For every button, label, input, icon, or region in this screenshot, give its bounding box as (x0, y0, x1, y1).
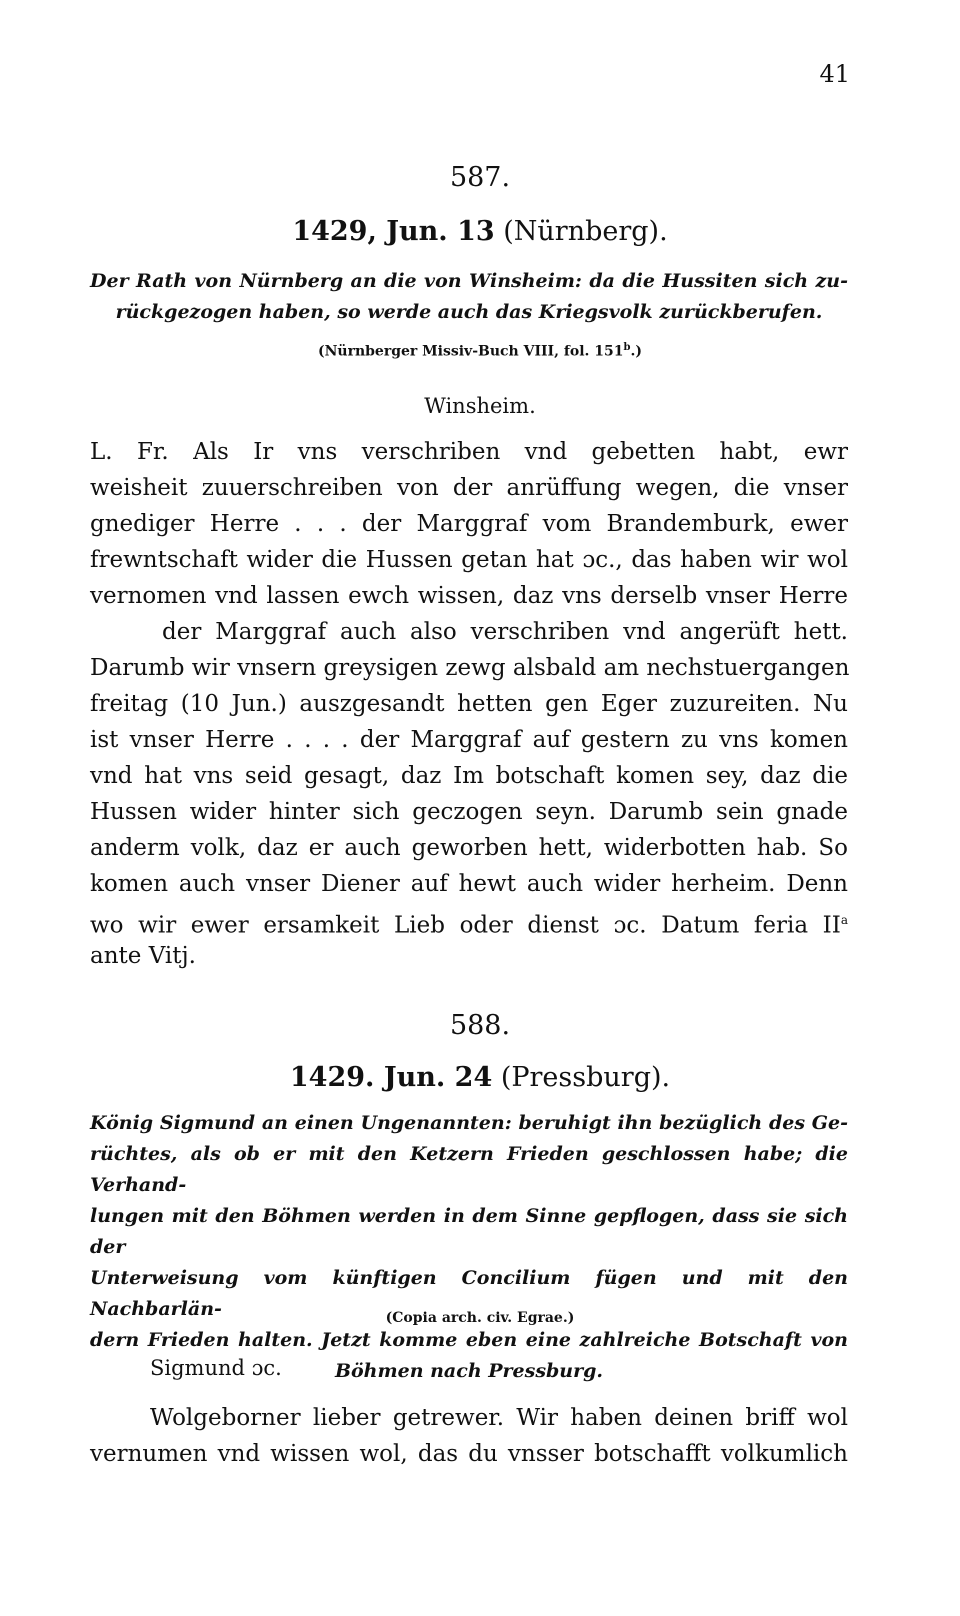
body-587-line-3: gnediger Herre . . . der Marggraf vom Brandemburk, ewer (90, 511, 848, 537)
source-587-sup: b (623, 342, 631, 353)
document-number-588: 588. (449, 1010, 511, 1041)
summary-588-line-2: rüchtes, als ob er mit den Ketzern Frieden geschlossen habe; die Verhand- (90, 1143, 848, 1196)
address-588: Sigmund ɔc. (150, 1356, 282, 1380)
body-587-line-10: vnd hat vns seid gesagt, daz Im botschaft komen sey, daz die (90, 763, 848, 789)
body-588-line-1: Wolgeborner lieber getrewer. Wir haben deinen briff wol (150, 1405, 848, 1431)
body-587-line-12: anderm volk, daz er auch geworben hett, widerbotten hab. So (90, 835, 848, 861)
body-587-line-14 (90, 902, 848, 938)
summary-587 (90, 266, 848, 328)
date-bold-588: 1429. Jun. 24 (289, 1062, 493, 1093)
date-place-587: (Nürnberg). (494, 216, 668, 247)
body-587-line-11: Hussen wider hinter sich geczogen seyn. Darumb sein gnade (90, 799, 848, 825)
page-number: 41 (819, 60, 850, 88)
body-587-line-1: L. Fr. Als Ir vns verschriben vnd gebetten habt, ewr (90, 439, 848, 465)
source-note-587 (0, 342, 960, 360)
body-587-line-6: der Marggraf auch also verschriben vnd angerüft hett. (162, 619, 848, 645)
summary-588-line-4: Unterweisung vom künftigen Concilium fügen und mit den Nachbarlän- (90, 1267, 848, 1320)
summary-588 (90, 1108, 848, 1387)
body-587-line-7: Darumb wir vnsern greysigen zewg alsbald am nechstuergangen (90, 655, 850, 681)
summary-588-line-1: König Sigmund an einen Ungenannten: beruhigt ihn bezüglich des Ge- (90, 1112, 848, 1134)
body-587-line-13: komen auch vnser Diener auf hewt auch wider herheim. Denn (90, 871, 848, 897)
body-587-line-14-text: wo wir ewer ersamkeit Lieb oder dienst ɔc. Datum feria II (90, 912, 841, 939)
body-588-line-2: vernumen vnd wissen wol, das du vnsser botschafft volkumlich (90, 1441, 848, 1467)
body-587-line-8: freitag (10 Jun.) auszgesandt hetten gen Eger zuzureiten. Nu (90, 691, 848, 717)
address-587: Winsheim. (424, 394, 536, 418)
date-bold-587: 1429, Jun. 13 (292, 216, 495, 247)
body-587-line-4: frewntschaft wider die Hussen getan hat ɔc., das haben wir wol (90, 547, 848, 573)
summary-588-line-6: Böhmen nach Pressburg. (334, 1360, 604, 1382)
date-place-588: (Pressburg). (492, 1062, 671, 1093)
body-587-line-2: weisheit zuuerschreiben von der anrüffung wegen, die vnser (90, 475, 848, 501)
source-587-end: .) (630, 343, 642, 360)
summary-587-line-1: Der Rath von Nürnberg an die von Winsheim: da die Hussiten sich zu- (90, 270, 848, 292)
summary-588-line-5: dern Frieden halten. Jetzt komme eben eine zahlreiche Botschaft von (90, 1329, 848, 1351)
summary-587-line-2: rückgezogen haben, so werde auch das Kriegsvolk zurückberufen. (115, 301, 823, 323)
source-note-588: (Copia arch. civ. Egrae.) (385, 1310, 575, 1326)
source-587-text: (Nürnberger Missiv-Buch VIII, fol. 151 (317, 343, 624, 360)
feria-sup: a (840, 913, 848, 927)
summary-588-line-3: lungen mit den Böhmen werden in dem Sinne gepflogen, dass sie sich der (90, 1205, 848, 1258)
body-587-line-15: ante Vitj. (90, 943, 196, 969)
document-number-587: 587. (449, 162, 511, 193)
document-date-588 (0, 1062, 960, 1093)
body-587-line-5: vernomen vnd lassen ewch wissen, daz vns derselb vnser Herre (90, 583, 848, 609)
body-587-line-9: ist vnser Herre . . . . der Marggraf auf gestern zu vns komen (90, 727, 848, 753)
document-date-587 (0, 216, 960, 247)
letter-body-588 (90, 1400, 848, 1472)
letter-body-587 (90, 434, 848, 974)
